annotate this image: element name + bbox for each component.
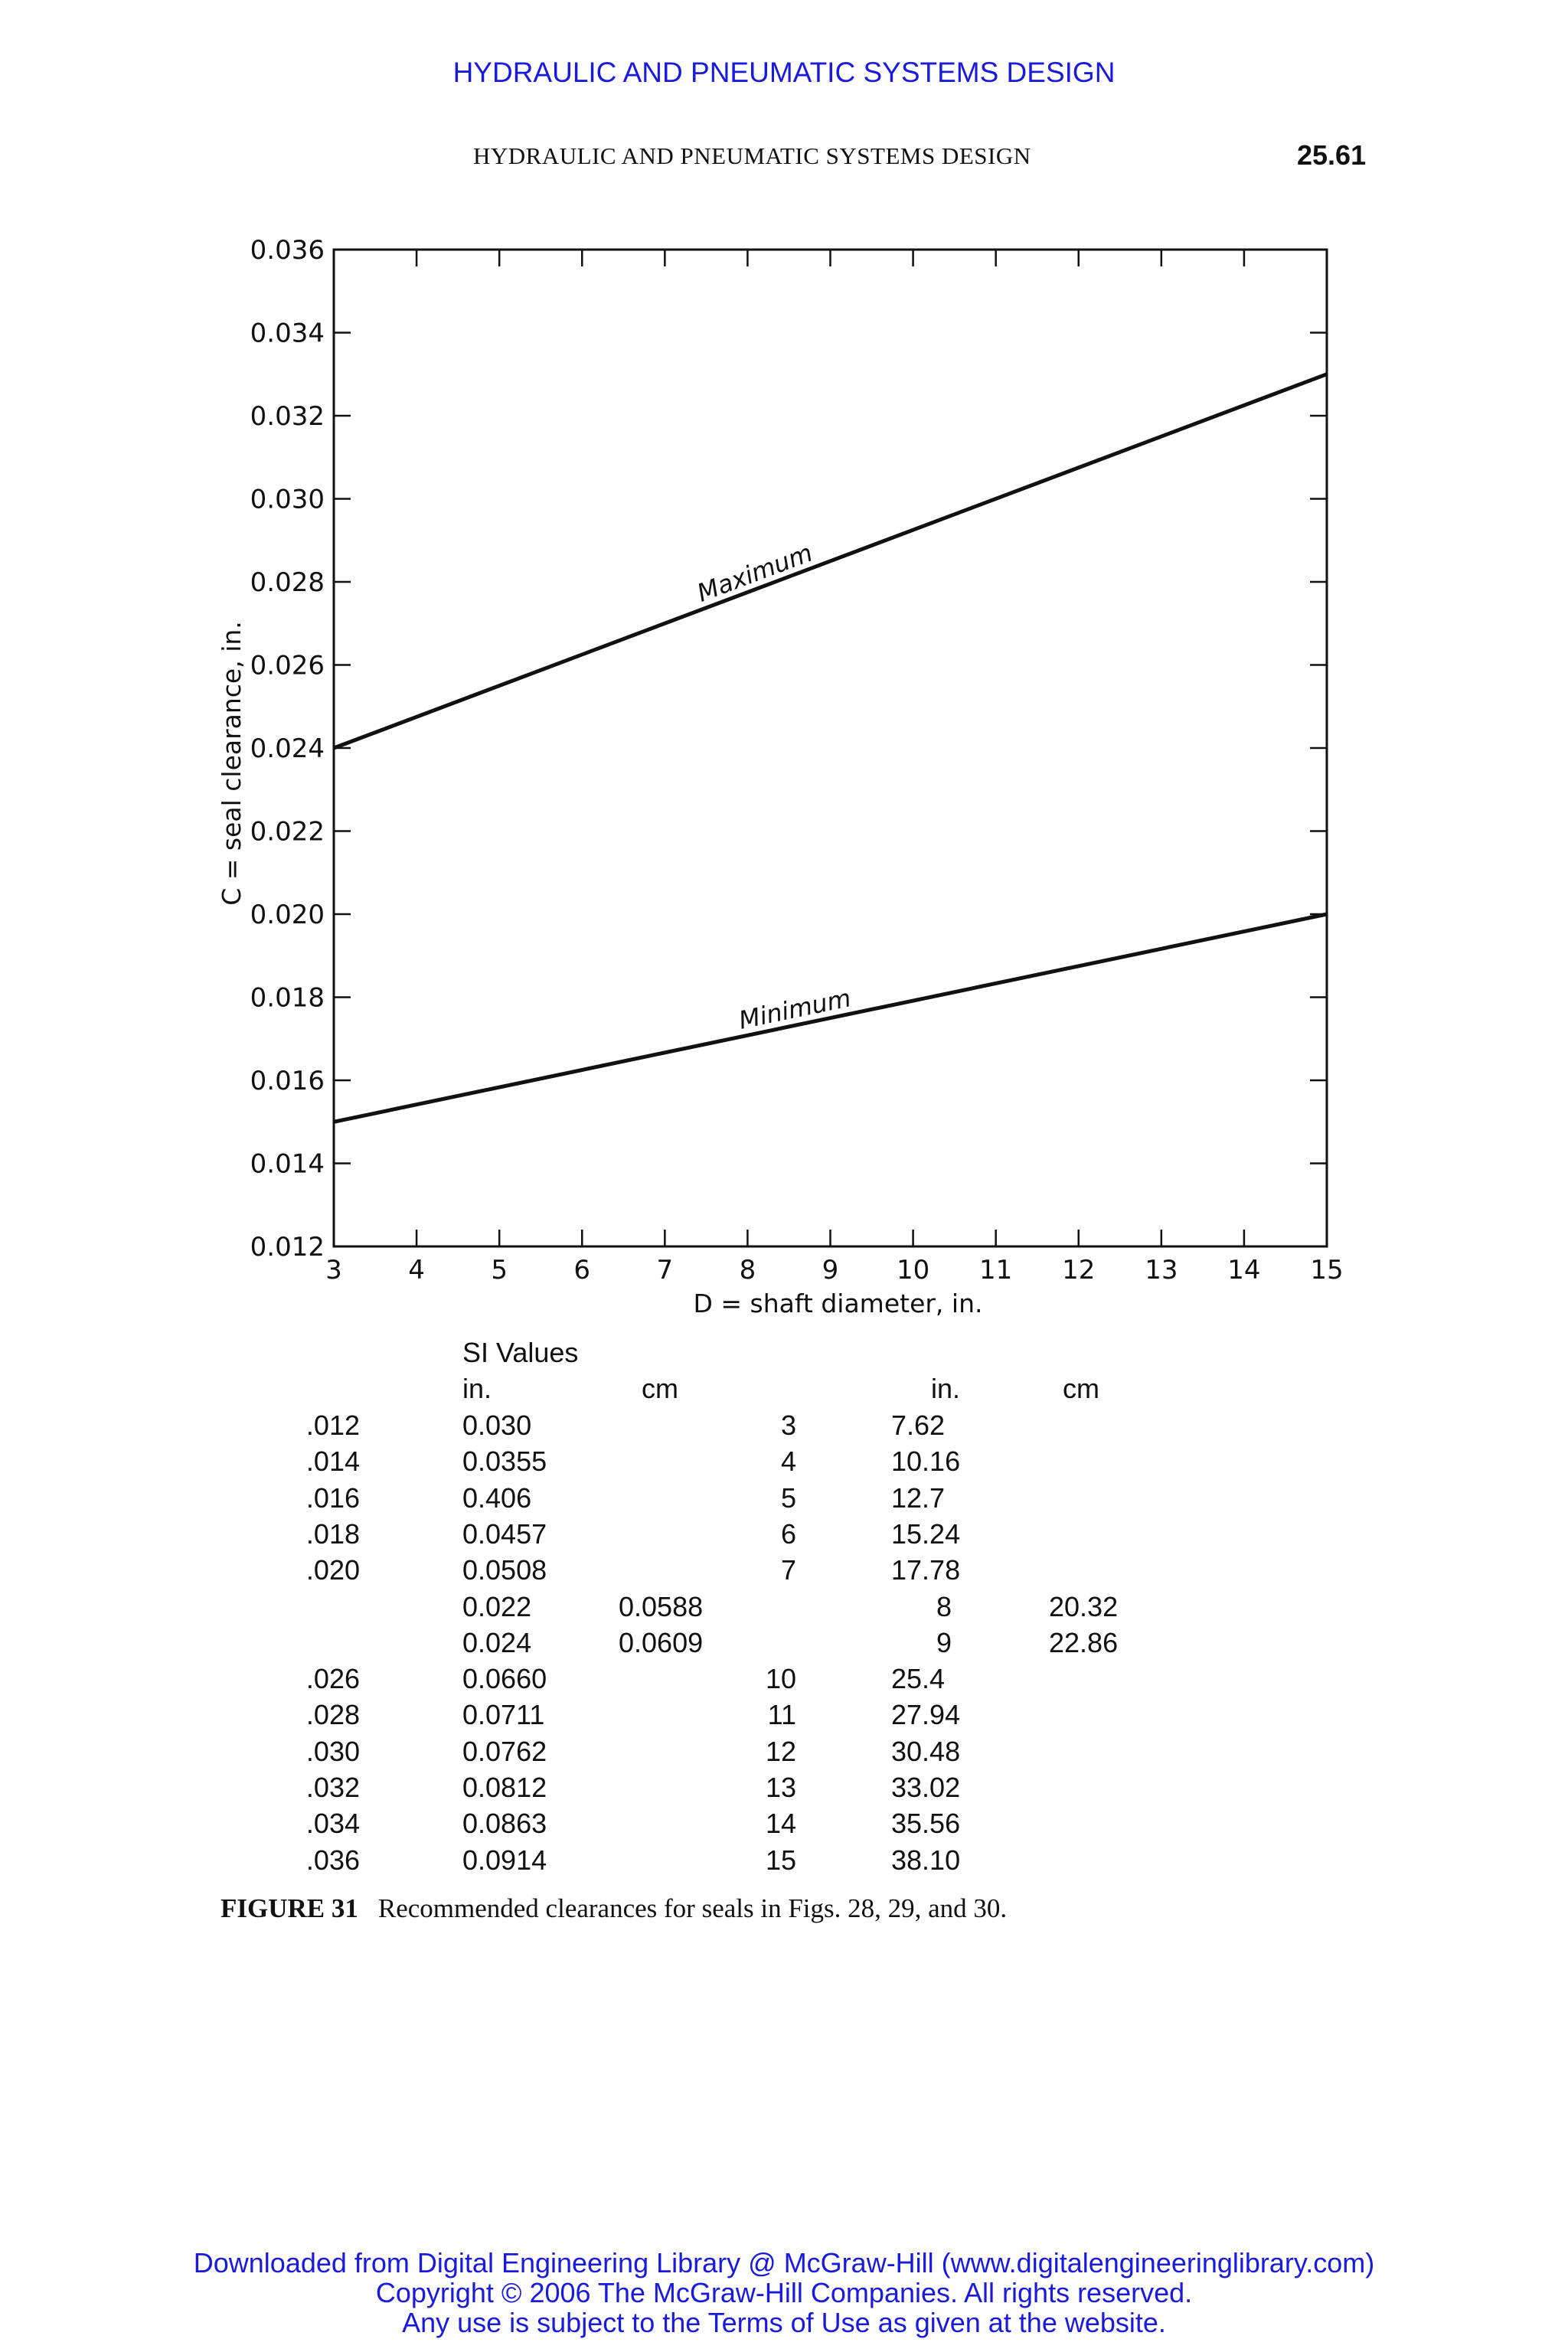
y-tick-label: 0.020 bbox=[250, 900, 325, 930]
si-table-cell: 38.10 bbox=[891, 1844, 961, 1876]
si-table-cell: 0.022 bbox=[462, 1590, 532, 1622]
figure-label: FIGURE 31 bbox=[220, 1893, 358, 1923]
si-table-cell: 13 bbox=[765, 1772, 796, 1803]
plot-frame bbox=[334, 250, 1327, 1246]
si-table-cell: 3 bbox=[780, 1410, 796, 1441]
si-table-cell: 25.4 bbox=[891, 1663, 946, 1695]
si-table-cell: 20.32 bbox=[1049, 1590, 1119, 1622]
si-table-cell: 0.0609 bbox=[619, 1626, 704, 1658]
si-table-cell: .028 bbox=[305, 1699, 360, 1731]
x-tick-label: 6 bbox=[573, 1255, 591, 1285]
x-tick-label: 8 bbox=[739, 1255, 756, 1285]
si-table-cell: 4 bbox=[780, 1446, 796, 1478]
x-tick-label: 12 bbox=[1062, 1255, 1096, 1285]
copyright-footer bbox=[0, 2248, 1568, 2337]
y-tick-label: 0.014 bbox=[250, 1148, 325, 1180]
series-line-maximum bbox=[334, 374, 1327, 748]
si-table-cell: 0.0914 bbox=[462, 1844, 547, 1876]
si-table-cell: 0.0508 bbox=[462, 1554, 547, 1586]
si-table-cell: .014 bbox=[305, 1446, 360, 1478]
si-table-cell: 0.0588 bbox=[619, 1590, 704, 1622]
chart-axes bbox=[334, 250, 1327, 1246]
si-table-cell: .016 bbox=[305, 1481, 360, 1514]
y-tick-label: 0.026 bbox=[250, 650, 325, 681]
x-tick-label: 10 bbox=[896, 1255, 930, 1285]
si-table-cell: 33.02 bbox=[891, 1772, 961, 1803]
footer-line: Any use is subject to the Terms of Use as given at the website. bbox=[402, 2307, 1166, 2338]
si-table-title: SI Values bbox=[462, 1337, 579, 1368]
si-table-cell: 0.024 bbox=[462, 1626, 532, 1658]
si-table-cell: .032 bbox=[305, 1772, 360, 1803]
si-table-cell: .034 bbox=[305, 1808, 360, 1840]
si-table-cell: 12 bbox=[765, 1735, 796, 1767]
y-tick-label: 0.018 bbox=[250, 982, 325, 1014]
figure-caption-text: Recommended clearances for seals in Figs. 28, 29, and 30. bbox=[377, 1893, 1008, 1923]
y-tick-label: 0.012 bbox=[250, 1232, 325, 1263]
y-tick-label: 0.028 bbox=[250, 567, 325, 598]
si-table-cell: 10.16 bbox=[891, 1446, 961, 1478]
x-axis-title: D = shaft diameter, in. bbox=[693, 1289, 983, 1318]
si-table-cell: 27.94 bbox=[891, 1699, 961, 1731]
download-banner: HYDRAULIC AND PNEUMATIC SYSTEMS DESIGN bbox=[452, 57, 1116, 88]
si-table-cell: 0.0762 bbox=[462, 1735, 547, 1767]
x-tick-label: 14 bbox=[1227, 1255, 1261, 1285]
y-tick-label: 0.016 bbox=[250, 1066, 325, 1096]
y-tick-label: 0.030 bbox=[250, 484, 325, 515]
x-tick-label: 5 bbox=[491, 1255, 508, 1285]
chart-ticks bbox=[250, 235, 1344, 1285]
si-table-cell: 0.0711 bbox=[462, 1699, 545, 1731]
figure-caption bbox=[220, 1893, 1007, 1924]
x-tick-label: 13 bbox=[1145, 1255, 1178, 1285]
si-table-cell: 11 bbox=[767, 1699, 796, 1731]
si-table-cell: .012 bbox=[305, 1410, 360, 1441]
si-table-cell: 8 bbox=[936, 1590, 952, 1622]
chart-labels bbox=[217, 538, 983, 1318]
x-tick-label: 11 bbox=[979, 1255, 1013, 1285]
si-table-cell: 0.030 bbox=[462, 1410, 532, 1441]
running-head: HYDRAULIC AND PNEUMATIC SYSTEMS DESIGN bbox=[473, 142, 1031, 169]
x-tick-label: 9 bbox=[822, 1255, 839, 1285]
si-table-cell: 17.78 bbox=[891, 1554, 961, 1586]
series-label-minimum: Minimum bbox=[736, 983, 854, 1035]
si-table-cell: 10 bbox=[765, 1663, 796, 1695]
y-tick-label: 0.024 bbox=[250, 733, 325, 764]
si-table-cell: 6 bbox=[780, 1517, 796, 1550]
x-tick-label: 15 bbox=[1310, 1255, 1344, 1285]
si-table-cell: .036 bbox=[305, 1844, 360, 1876]
si-table-cell: 9 bbox=[936, 1626, 952, 1658]
si-table-cell: .026 bbox=[305, 1663, 360, 1695]
si-table-cell: 12.7 bbox=[891, 1481, 946, 1514]
si-table-cell: 15 bbox=[765, 1844, 796, 1876]
si-table-cell: .030 bbox=[305, 1735, 360, 1767]
si-table-cell: 0.0660 bbox=[462, 1663, 547, 1695]
si-table-header-in-2: in. bbox=[931, 1373, 961, 1404]
footer-line: Downloaded from Digital Engineering Library @ McGraw-Hill (www.digitalengineeringlibrary.com) bbox=[193, 2247, 1375, 2278]
x-tick-label: 7 bbox=[656, 1255, 674, 1285]
si-table-cell: 0.0812 bbox=[462, 1772, 547, 1803]
y-tick-label: 0.034 bbox=[250, 318, 325, 349]
footer-line: Copyright © 2006 The McGraw-Hill Companies. All rights reserved. bbox=[375, 2277, 1193, 2308]
si-table-cell: 35.56 bbox=[891, 1808, 961, 1840]
si-table-header-cm-2: cm bbox=[1063, 1373, 1099, 1404]
x-tick-label: 4 bbox=[408, 1255, 425, 1285]
si-table-cell: 7.62 bbox=[891, 1410, 946, 1441]
si-table-header-cm-1: cm bbox=[642, 1373, 678, 1404]
si-table-cell: 7 bbox=[780, 1554, 796, 1586]
y-tick-label: 0.032 bbox=[250, 401, 325, 432]
y-axis-title: C = seal clearance, in. bbox=[217, 621, 247, 906]
si-table-cell: 22.86 bbox=[1049, 1626, 1119, 1658]
si-table-cell: 0.0863 bbox=[462, 1808, 547, 1840]
page-number: 25.61 bbox=[1297, 139, 1367, 171]
si-table-cell: 30.48 bbox=[891, 1735, 961, 1767]
si-table-cell: 5 bbox=[780, 1481, 796, 1514]
y-tick-label: 0.022 bbox=[250, 816, 325, 848]
si-table-cell: 15.24 bbox=[891, 1517, 961, 1550]
si-table-cell: .018 bbox=[305, 1517, 360, 1550]
si-table-cell: 0.0355 bbox=[462, 1446, 547, 1478]
y-tick-label: 0.036 bbox=[250, 235, 325, 266]
x-tick-label: 3 bbox=[325, 1255, 342, 1285]
series-line-minimum bbox=[334, 914, 1327, 1122]
si-table-cell: .020 bbox=[305, 1554, 360, 1586]
si-table-header-in-1: in. bbox=[462, 1373, 492, 1404]
si-table-cell: 0.406 bbox=[462, 1481, 532, 1514]
series-label-maximum: Maximum bbox=[693, 537, 817, 608]
si-table-cell: 14 bbox=[765, 1808, 796, 1840]
si-table-cell: 0.0457 bbox=[462, 1517, 547, 1550]
